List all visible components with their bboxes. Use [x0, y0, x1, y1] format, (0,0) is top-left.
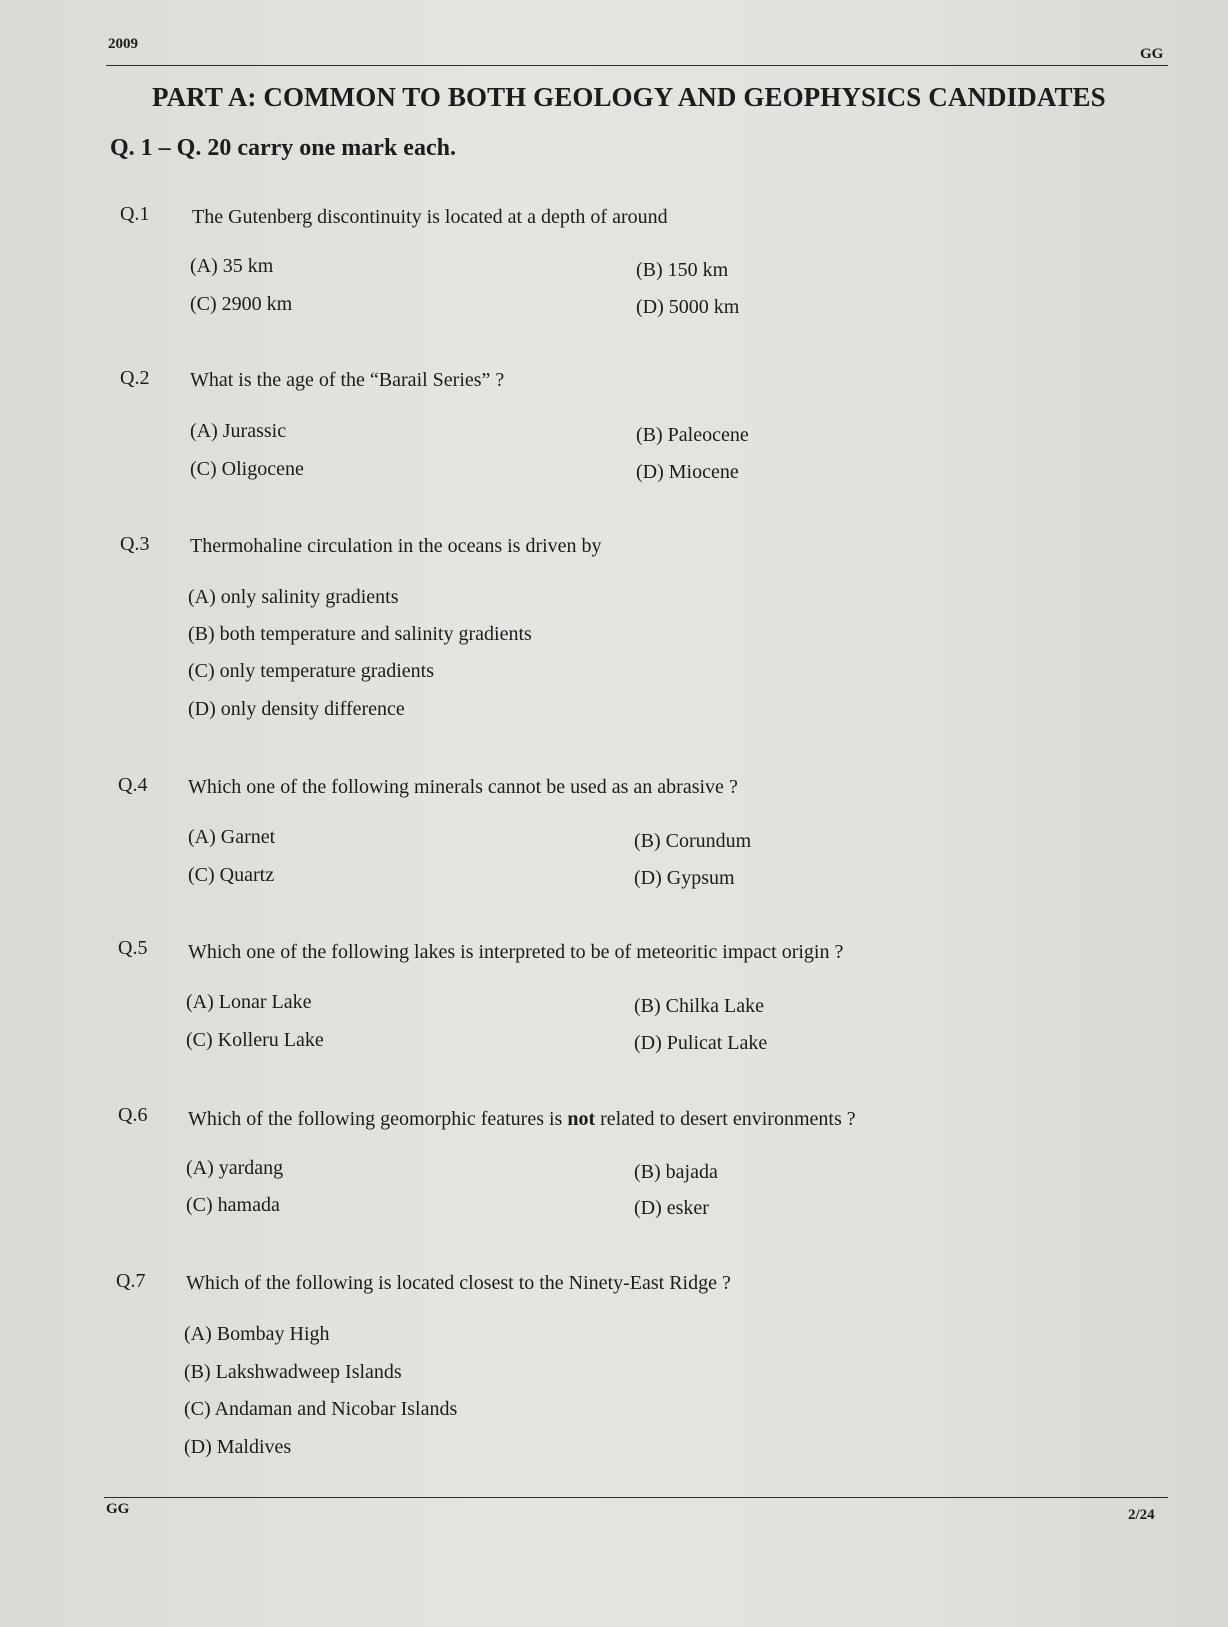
- header-code: GG: [1140, 46, 1164, 62]
- question-text: The Gutenberg discontinuity is located at a depth of around: [192, 206, 668, 228]
- option-c: (C) Kolleru Lake: [186, 1029, 324, 1051]
- question-text-part: Which of the following geomorphic features is: [188, 1108, 568, 1130]
- section-title: Q. 1 – Q. 20 carry one mark each.: [110, 135, 456, 161]
- question-text: Which of the following is located closest to the Ninety-East Ridge ?: [186, 1272, 731, 1294]
- option-b: (B) Paleocene: [636, 424, 749, 446]
- part-title: PART A: COMMON TO BOTH GEOLOGY AND GEOPHYSICS CANDIDATES: [152, 82, 1106, 112]
- question-number: Q.2: [120, 367, 150, 389]
- question-number: Q.6: [118, 1104, 148, 1126]
- emphasis-not: not: [567, 1108, 596, 1130]
- question-number: Q.7: [116, 1270, 146, 1292]
- option-b: (B) both temperature and salinity gradients: [188, 623, 532, 645]
- option-d: (D) only density difference: [188, 698, 405, 720]
- option-c: (C) Oligocene: [190, 458, 304, 480]
- option-a: (A) Lonar Lake: [186, 991, 312, 1013]
- question-text: [188, 1108, 856, 1131]
- option-a: (A) Jurassic: [190, 420, 287, 442]
- question-text-part: related to desert environments ?: [595, 1108, 856, 1130]
- footer-rule: [104, 1497, 1168, 1498]
- question-number: Q.1: [120, 203, 150, 225]
- option-c: (C) Andaman and Nicobar Islands: [184, 1398, 458, 1420]
- option-a: (A) Garnet: [188, 826, 276, 848]
- option-b: (B) bajada: [634, 1161, 718, 1183]
- option-c: (C) hamada: [186, 1194, 280, 1216]
- option-d: (D) esker: [634, 1197, 709, 1219]
- option-d: (D) Maldives: [184, 1436, 292, 1458]
- option-d: (D) Gypsum: [634, 867, 735, 889]
- header-year: 2009: [108, 36, 138, 52]
- option-b: (B) Chilka Lake: [634, 995, 764, 1017]
- header-rule: [106, 65, 1168, 66]
- question-text: What is the age of the “Barail Series” ?: [190, 369, 505, 391]
- page-number: 2/24: [1128, 1507, 1155, 1523]
- question-number: Q.3: [120, 533, 150, 555]
- option-b: (B) 150 km: [636, 259, 729, 281]
- option-d: (D) 5000 km: [636, 296, 740, 318]
- option-c: (C) Quartz: [188, 864, 275, 886]
- question-text: Which one of the following minerals cannot be used as an abrasive ?: [188, 776, 738, 798]
- footer-code: GG: [106, 1501, 130, 1517]
- question-text: Which one of the following lakes is interpreted to be of meteoritic impact origin ?: [188, 941, 844, 963]
- option-c: (C) 2900 km: [190, 293, 293, 315]
- option-b: (B) Lakshwadweep Islands: [184, 1361, 402, 1383]
- option-a: (A) 35 km: [190, 255, 274, 277]
- option-c: (C) only temperature gradients: [188, 660, 435, 682]
- option-a: (A) Bombay High: [184, 1323, 330, 1345]
- option-d: (D) Miocene: [636, 461, 739, 483]
- question-number: Q.4: [118, 774, 148, 796]
- question-number: Q.5: [118, 937, 148, 959]
- option-a: (A) only salinity gradients: [188, 586, 399, 608]
- option-b: (B) Corundum: [634, 830, 752, 852]
- question-text: Thermohaline circulation in the oceans is driven by: [190, 535, 602, 557]
- option-d: (D) Pulicat Lake: [634, 1032, 768, 1054]
- option-a: (A) yardang: [186, 1157, 284, 1179]
